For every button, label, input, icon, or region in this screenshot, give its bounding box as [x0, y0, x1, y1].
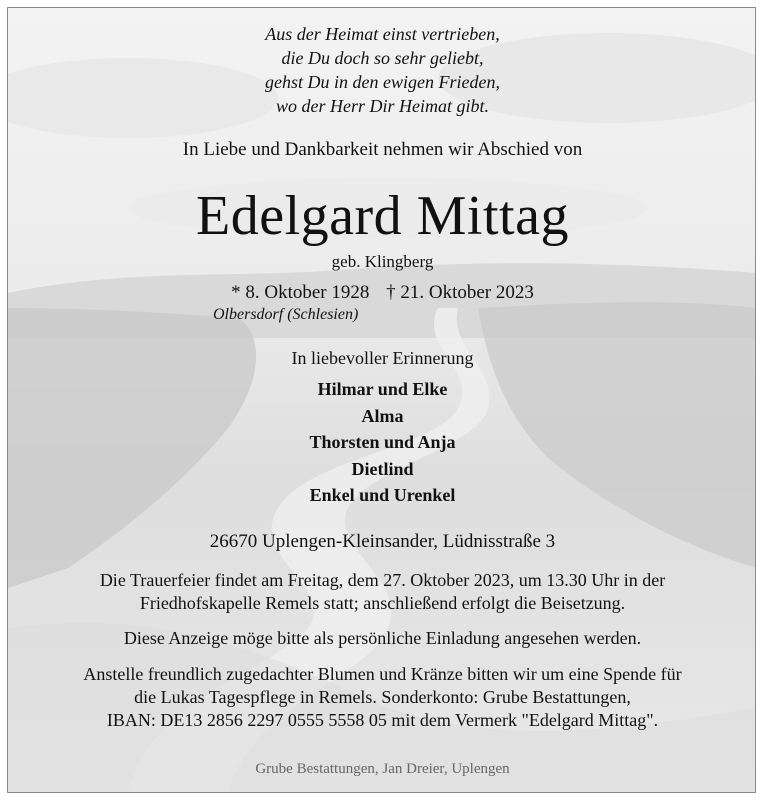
poem-line: wo der Herr Dir Heimat gibt.: [276, 96, 489, 116]
death-date: † 21. Oktober 2023: [386, 282, 534, 303]
poem-line: die Du doch so sehr geliebt,: [281, 48, 484, 68]
donation-line: IBAN: DE13 2856 2297 0555 5558 05 mit dem Vermerk "Edelgard Mittag".: [106, 710, 659, 730]
birth-date: * 8. Oktober 1928: [231, 282, 370, 303]
poem-line: gehst Du in den ewigen Frieden,: [265, 72, 500, 92]
obituary-content: [8, 8, 756, 793]
birthplace: Olbersdorf (Schlesien): [213, 306, 359, 323]
donation-request: [8, 663, 756, 732]
invitation-note: Diese Anzeige möge bitte als persönliche Einladung angesehen werden.: [123, 628, 642, 648]
donation-line: Anstelle freundlich zugedachter Blumen und Kränze bitten wir um eine Spende für: [83, 664, 682, 684]
funeral-home-credit: Grube Bestattungen, Jan Dreier, Uplengen: [255, 761, 510, 777]
mourner-name: Hilmar und Elke: [317, 379, 448, 399]
obituary-card: [7, 7, 756, 793]
memory-heading: In liebevoller Erinnerung: [291, 348, 474, 368]
farewell-intro: In Liebe und Dankbarkeit nehmen wir Abschied von: [182, 139, 583, 160]
life-dates: [8, 282, 756, 304]
birth-name: geb. Klingberg: [331, 252, 434, 271]
mourner-name: Alma: [361, 405, 404, 426]
funeral-line: Friedhofskapelle Remels statt; anschließend erfolgt die Beisetzung.: [139, 593, 626, 613]
funeral-details: [8, 569, 756, 615]
mourner-name: Dietlind: [351, 458, 414, 479]
funeral-line: Die Trauerfeier findet am Freitag, dem 27. Oktober 2023, um 13.30 Uhr in der: [99, 570, 666, 590]
deceased-name: Edelgard Mittag: [196, 185, 569, 247]
mourner-name: Thorsten und Anja: [309, 432, 456, 452]
family-address: 26670 Uplengen-Kleinsander, Lüdnisstraße 3: [209, 531, 556, 552]
mourner-name: Enkel und Urenkel: [309, 485, 456, 505]
poem-verse: [8, 22, 756, 118]
mourners-list: [8, 376, 756, 509]
donation-line: die Lukas Tagespflege in Remels. Sonderkonto: Grube Bestattungen,: [134, 687, 631, 707]
poem-line: Aus der Heimat einst vertrieben,: [265, 24, 500, 44]
